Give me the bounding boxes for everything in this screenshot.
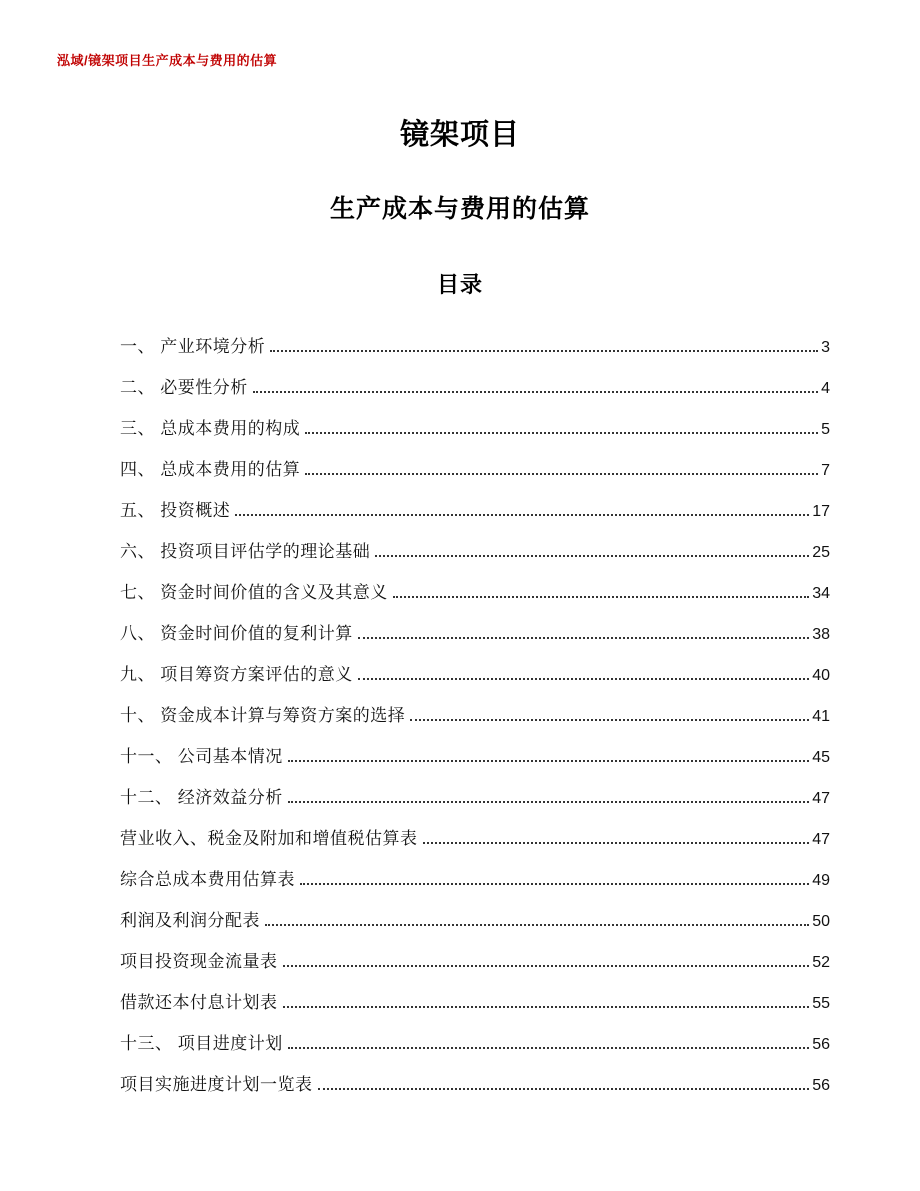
toc-entry-page: 50 (812, 913, 830, 930)
toc-entry-page: 17 (812, 503, 830, 520)
toc-entry-label: 项目实施进度计划一览表 (120, 1075, 313, 1094)
toc-entry-label: 借款还本付息计划表 (120, 993, 278, 1012)
toc-entry-label: 九、 项目筹资方案评估的意义 (120, 665, 353, 684)
toc-leader-dots (300, 883, 809, 885)
toc-entry-label: 十三、 项目进度计划 (120, 1034, 283, 1053)
toc-entry-page: 3 (821, 339, 830, 356)
toc-heading: 目录 (436, 272, 483, 297)
toc-entry-label: 十、 资金成本计算与筹资方案的选择 (120, 706, 406, 725)
toc-leader-dots (235, 514, 809, 516)
toc-entry[interactable] (120, 322, 830, 363)
toc-leader-dots (393, 596, 809, 598)
toc-leader-dots (375, 555, 809, 557)
toc-entry-page: 56 (812, 1036, 830, 1053)
toc-leader-dots (410, 719, 809, 721)
document-title-line2: 生产成本与费用的估算 (329, 195, 590, 223)
toc-entry[interactable] (120, 527, 830, 568)
toc-entry[interactable] (120, 609, 830, 650)
toc-entry-page: 47 (812, 831, 830, 848)
toc-entry[interactable] (120, 363, 830, 404)
page-header-text: 泓域/镜架项目生产成本与费用的估算 (57, 53, 278, 68)
toc-entry[interactable] (120, 855, 830, 896)
toc-entry[interactable] (120, 650, 830, 691)
toc-entry[interactable] (120, 1019, 830, 1060)
toc-leader-dots (288, 801, 809, 803)
toc-entry-page: 41 (812, 708, 830, 725)
toc-leader-dots (358, 678, 809, 680)
toc-entry[interactable] (120, 691, 830, 732)
toc-entry-page: 4 (821, 380, 830, 397)
toc-entry-label: 利润及利润分配表 (120, 911, 260, 930)
toc-entry-label: 四、 总成本费用的估算 (120, 460, 301, 479)
toc-leader-dots (253, 391, 818, 393)
toc-entry[interactable] (120, 568, 830, 609)
toc-entry-page: 52 (812, 954, 830, 971)
toc-list (120, 322, 830, 1101)
toc-entry[interactable] (120, 1060, 830, 1101)
toc-entry-page: 34 (812, 585, 830, 602)
document-title-line1: 镜架项目 (399, 119, 520, 151)
toc-entry-label: 一、 产业环境分析 (120, 337, 266, 356)
toc-entry[interactable] (120, 937, 830, 978)
toc-leader-dots (288, 760, 809, 762)
title-block (0, 112, 920, 225)
toc-leader-dots (423, 842, 810, 844)
toc-leader-dots (358, 637, 809, 639)
toc-entry[interactable] (120, 814, 830, 855)
toc-entry-page: 40 (812, 667, 830, 684)
toc-leader-dots (288, 1047, 809, 1049)
toc-leader-dots (318, 1088, 810, 1090)
toc-entry-label: 营业收入、税金及附加和增值税估算表 (120, 829, 418, 848)
toc-entry[interactable] (120, 978, 830, 1019)
toc-entry-page: 49 (812, 872, 830, 889)
toc-entry-label: 综合总成本费用估算表 (120, 870, 295, 889)
toc-leader-dots (305, 473, 818, 475)
toc-entry-page: 25 (812, 544, 830, 561)
toc-entry[interactable] (120, 896, 830, 937)
toc-entry-label: 二、 必要性分析 (120, 378, 248, 397)
toc-entry-label: 八、 资金时间价值的复利计算 (120, 624, 353, 643)
toc-entry-page: 47 (812, 790, 830, 807)
toc-entry[interactable] (120, 404, 830, 445)
toc-entry-page: 45 (812, 749, 830, 766)
toc-entry-label: 十一、 公司基本情况 (120, 747, 283, 766)
toc-entry[interactable] (120, 445, 830, 486)
toc-entry[interactable] (120, 486, 830, 527)
toc-entry-label: 五、 投资概述 (120, 501, 231, 520)
toc-entry[interactable] (120, 773, 830, 814)
toc-leader-dots (265, 924, 809, 926)
toc-entry-label: 三、 总成本费用的构成 (120, 419, 301, 438)
toc-leader-dots (283, 1006, 810, 1008)
toc-leader-dots (283, 965, 810, 967)
toc-entry-label: 十二、 经济效益分析 (120, 788, 283, 807)
toc-entry-page: 7 (821, 462, 830, 479)
toc-entry-page: 55 (812, 995, 830, 1012)
toc-leader-dots (270, 350, 818, 352)
toc-entry-label: 项目投资现金流量表 (120, 952, 278, 971)
toc-leader-dots (305, 432, 818, 434)
toc-entry-label: 七、 资金时间价值的含义及其意义 (120, 583, 388, 602)
toc-entry[interactable] (120, 732, 830, 773)
toc-entry-label: 六、 投资项目评估学的理论基础 (120, 542, 371, 561)
toc-entry-page: 5 (821, 421, 830, 438)
toc-entry-page: 38 (812, 626, 830, 643)
toc-entry-page: 56 (812, 1077, 830, 1094)
